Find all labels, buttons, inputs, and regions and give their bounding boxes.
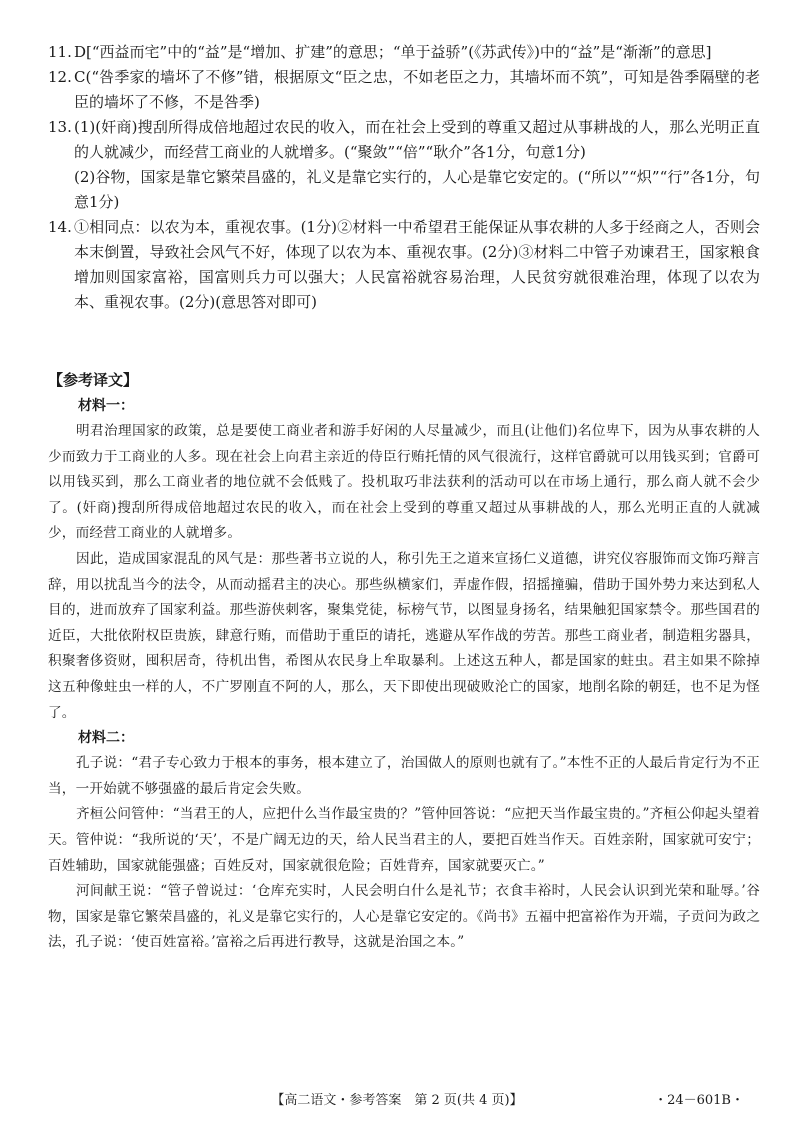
answer-text: (1)(奸商)搜刮所得成倍地超过农民的收入，而在社会上受到的尊重又超过从事耕战的人，那么光明正直的人就减少，而经营工商业的人就增多。(“聚敛”“倍”“耿介”各1分，句意1分) xyxy=(74,118,760,161)
answer-subtext: (2)谷物，国家是靠它繁荣昌盛的，礼义是靠它实行的，人心是靠它安定的。(“所以”“炽”“行”各1分，句意1分) xyxy=(74,168,760,211)
answer-number: 11. xyxy=(48,43,72,61)
translation-heading: 【参考译文】 xyxy=(48,371,139,389)
answer-12 xyxy=(48,65,760,115)
answer-text: C(“咎季家的墙坏了不修”错，根据原文“臣之忠，不如老臣之力，其墙坏而不筑”，可知是咎季隔壁的老臣的墙坏了不修，不是咎季) xyxy=(74,68,760,111)
footer-doc-code: ・24－601B・ xyxy=(654,1093,744,1108)
answer-11 xyxy=(48,40,760,65)
answer-number: 14. xyxy=(48,218,72,236)
material-2-paragraph-2: 齐桓公问管仲：“当君王的人，应把什么当作最宝贵的？”管仲回答说：“应把天当作最宝贵的。”齐桓公仰起头望着天。管仲说：“我所说的‘天’，不是广阔无边的天，给人民当君主的人，要把百姓当作天。百姓亲附，国家就可安宁；百姓辅助，国家就能强盛；百姓反对，国家就很危险；百姓背弃，国家就要灭亡。” xyxy=(48,806,760,874)
material-2-paragraph-1: 孔子说：“君子专心致力于根本的事务，根本建立了，治国做人的原则也就有了。”本性不正的人最后肯定行为不正当，一开始就不够强盛的最后肯定会失败。 xyxy=(48,755,760,797)
material-1-title: 材料一： xyxy=(78,398,134,414)
answer-text: D[“西益而宅”中的“益”是“增加、扩建”的意思；“单于益骄”(《苏武传》)中的“益”是“渐渐”的意思] xyxy=(74,43,712,61)
answer-list xyxy=(48,40,760,315)
answer-number: 13. xyxy=(48,118,72,136)
translation-body xyxy=(48,394,760,956)
material-1-paragraph-1: 明君治理国家的政策，总是要使工商业者和游手好闲的人尽量减少，而且(让他们)名位卑下，因为从事农耕的人少而致力于工商业的人多。现在社会上向君主亲近的侍臣行贿托情的风气很流行，这样官爵就可以用钱买到；官爵可以用钱买到，那么工商业者的地位就不会低贱了。投机取巧非法获利的活动可以在市场上通行，那么商人就不会少了。(奸商)搜刮所得成倍地超过农民的收入，而在社会上受到的尊重又超过从事耕战的人，那么光明正直的人就减少，而经营工商业的人就增多。 xyxy=(48,423,760,542)
answer-text: ①相同点：以农为本，重视农事。(1分)②材料一中希望君王能保证从事农耕的人多于经商之人，否则会本末倒置，导致社会风气不好，体现了以农为本、重视农事。(2分)③材料二中管子劝谏君王，国家粮食增加则国家富裕，国富则兵力可以强大；人民富裕就容易治理，人民贫穷就很难治理，体现了以农为本、重视农事。(2分)(意思答对即可) xyxy=(74,218,760,311)
material-2-title: 材料二： xyxy=(78,730,134,747)
material-2-paragraph-3: 河间献王说：“管子曾说过：‘仓库充实时，人民会明白什么是礼节；衣食丰裕时，人民会认识到光荣和耻辱。’谷物，国家是靠它繁荣昌盛的，礼义是靠它实行的，人心是靠它安定的。《尚书》五福中把富裕作为开端，子贡问为政之法，孔子说：‘使百姓富裕。’富裕之后再进行教导，这就是治国之本。” xyxy=(48,883,760,951)
answer-14 xyxy=(48,215,760,315)
answer-number: 12. xyxy=(48,68,72,86)
material-1-paragraph-2: 因此，造成国家混乱的风气是：那些著书立说的人，称引先王之道来宣扬仁义道德，讲究仪容服饰而文饰巧辩言辞，用以扰乱当今的法令，从而动摇君主的决心。那些纵横家们，弄虚作假，招摇撞骗，借助于国外势力来达到私人目的，进而放弃了国家利益。那些游侠刺客，聚集党徒，标榜气节，以图显身扬名，结果触犯国家禁令。那些国君的近臣，大批依附权臣贵族，肆意行贿，而借助于重臣的请托，逃避从军作战的劳苦。那些工商业者，制造粗劣器具，积聚奢侈资财，囤积居奇，待机出售，希图从农民身上牟取暴利。上述这五种人，都是国家的蛀虫。君主如果不除掉这五种像蛀虫一样的人，不广罗刚直不阿的人，那么，天下即使出现破败沦亡的国家，地削名除的朝廷，也不足为怪了。 xyxy=(48,550,760,721)
answer-13 xyxy=(48,115,760,215)
footer-page-info: 【高二语文・参考答案 第 2 页(共 4 页)】 xyxy=(271,1093,523,1108)
